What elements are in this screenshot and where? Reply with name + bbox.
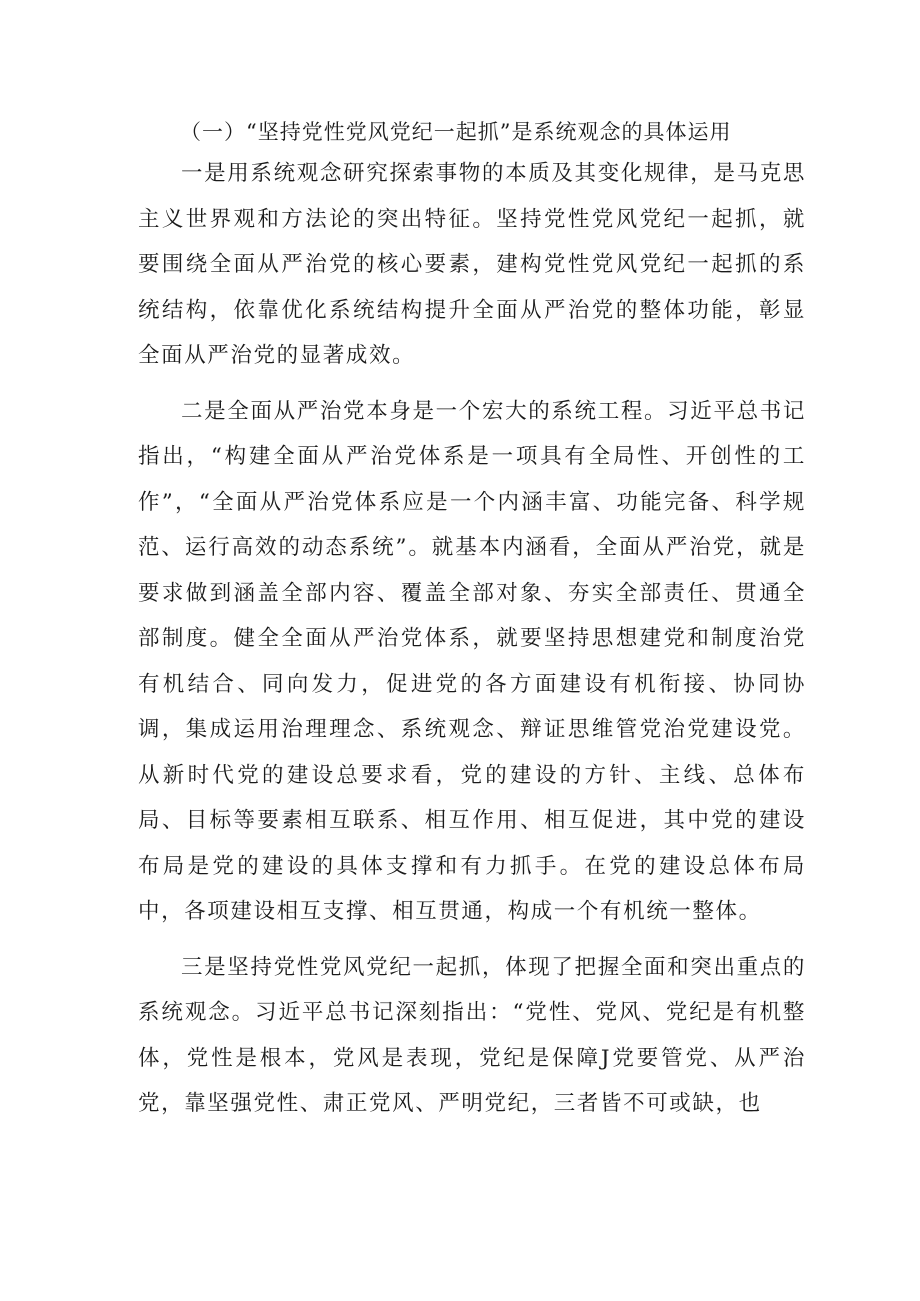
paragraph-1: 一是用系统观念研究探索事物的本质及其变化规律，是马克思主义世界观和方法论的突出特征。坚持党性党风党纪一起抓，就要围绕全面从严治党的核心要素，建构党性党风党纪一起抓的系统结构，依靠优化系统结构提升全面从严治党的整体功能，彰显全面从严治党的显著成效。 bbox=[138, 161, 806, 368]
section-heading: （一）“坚持党性党风党纪一起抓”是系统观念的具体运用 bbox=[180, 120, 732, 144]
document-body bbox=[138, 113, 806, 1127]
paragraph-2: 二是全面从严治党本身是一个宏大的系统工程。习近平总书记指出，“构建全面从严治党体系是一项具有全局性、开创性的工作”，“全面从严治党体系应是一个内涵丰富、功能完备、科学规范、运行高效的动态系统”。就基本内涵看，全面从严治党，就是要求做到涵盖全部内容、覆盖全部对象、夯实全部责任、贯通全部制度。健全全面从严治党体系，就要坚持思想建党和制度治党有机结合、同向发力，促进党的各方面建设有机衔接、协同协调，集成运用治理理念、系统观念、辩证思维管党治党建设党。从新时代党的建设总要求看，党的建设的方针、主线、总体布局、目标等要素相互联系、相互作用、相互促进，其中党的建设布局是党的建设的具体支撑和有力抓手。在党的建设总体布局中，各项建设相互支撑、相互贯通，构成一个有机统一整体。 bbox=[138, 398, 806, 924]
paragraph-3: 三是坚持党性党风党纪一起抓，体现了把握全面和突出重点的系统观念。习近平总书记深刻指出：“党性、党风、党纪是有机整体，党性是根本，党风是表现，党纪是保障J党要管党、从严治党，靠坚强党性、肃正党风、严明党纪，三者皆不可或缺，也 bbox=[138, 954, 806, 1116]
